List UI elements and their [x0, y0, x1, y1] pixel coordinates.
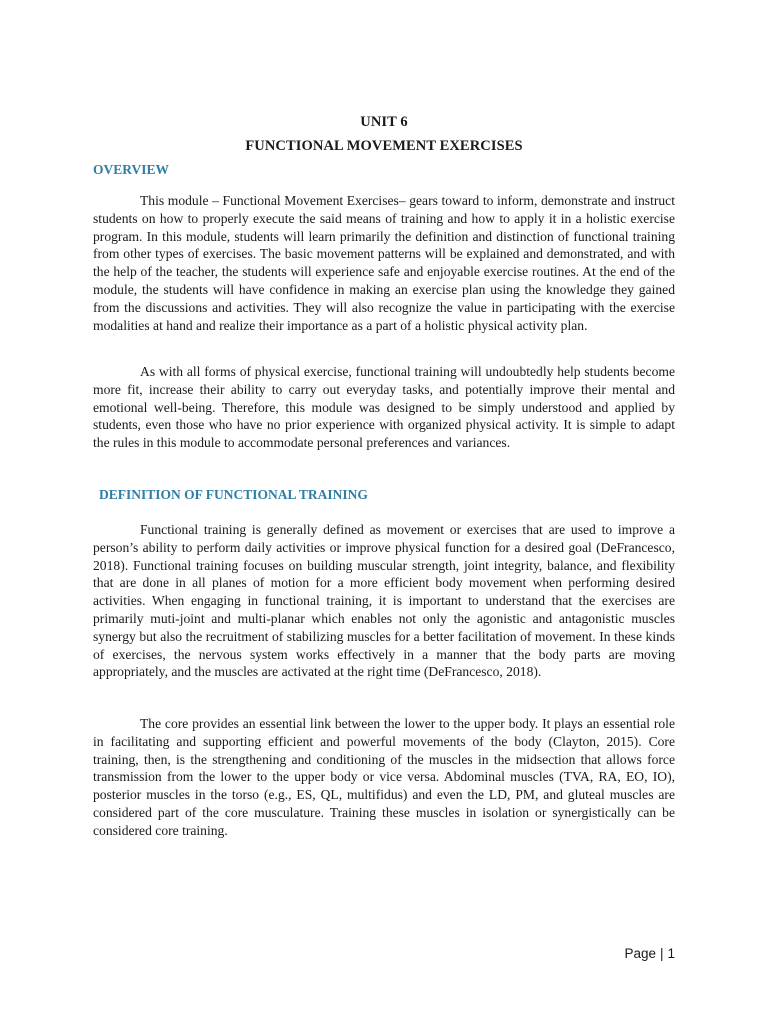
document-title: FUNCTIONAL MOVEMENT EXERCISES: [245, 138, 523, 154]
page-number: 1: [667, 946, 675, 961]
definition-heading: DEFINITION OF FUNCTIONAL TRAINING: [99, 487, 368, 502]
page-separator: |: [659, 946, 664, 961]
overview-heading: OVERVIEW: [93, 162, 170, 177]
overview-paragraph-1: This module – Functional Movement Exercises– gears toward to inform, demonstrate and instruct students on how to properly execute the said means of training and how to apply it in a holistic exercise program. In this module, students will learn primarily the definition and distinction of functional training from other types of exercises. The basic movement patterns will be explained and demonstrated, and with the help of the teacher, the students will experience safe and enjoyable exercise routines. At the end of the module, the students will have confidence in making an exercise plan using the knowledge they gained from the discussions and activities. They will also recognize the value in participating with the exercise modalities at hand and realize their importance as a part of a holistic physical activity plan.: [93, 193, 675, 333]
page-label: Page: [624, 946, 656, 961]
overview-paragraph-2: As with all forms of physical exercise, functional training will undoubtedly help students become more fit, increase their ability to carry out everyday tasks, and potentially improve their mental and emotional well-being. Therefore, this module was designed to be simply understood and applied by students, even those who have no prior experience with organized physical activity. It is simple to adapt the rules in this module to accommodate personal preferences and variances.: [93, 364, 675, 451]
document-page: [93, 0, 675, 1024]
definition-paragraph-2: The core provides an essential link between the lower to the upper body. It plays an essential role in facilitating and supporting efficient and powerful movements of the body (Clayton, 2015). Core training, then, is the strengthening and conditioning of the muscles in the midsection that allows force transmission from the lower to the upper body or vice versa. Abdominal muscles (TVA, RA, EO, IO), posterior muscles in the torso (e.g., ES, QL, multifidus) and even the LD, PM, and gluteal muscles are considered part of the core musculature. Training these muscles in isolation or synergistically can be considered core training.: [93, 716, 675, 838]
unit-label: UNIT 6: [360, 114, 408, 130]
definition-paragraph-1: Functional training is generally defined as movement or exercises that are used to improve a person’s ability to perform daily activities or improve physical function for a desired goal (DeFrancesco, 2018). Functional training focuses on building muscular strength, joint integrity, balance, and flexibility that are done in all planes of motion for a more efficient body movement when performing desired activities. When engaging in functional training, it is important to understand that the exercises are primarily muti-joint and multi-planar which enables not only the agonistic and antagonistic muscles synergy but also the recruitment of stabilizing muscles for a better facilitation of movement. In these kinds of exercises, the nervous system works effectively in a manner that the body parts are moving appropriately, and the muscles are activated at the right time (DeFrancesco, 2018).: [93, 522, 675, 680]
page-footer: [624, 946, 675, 961]
